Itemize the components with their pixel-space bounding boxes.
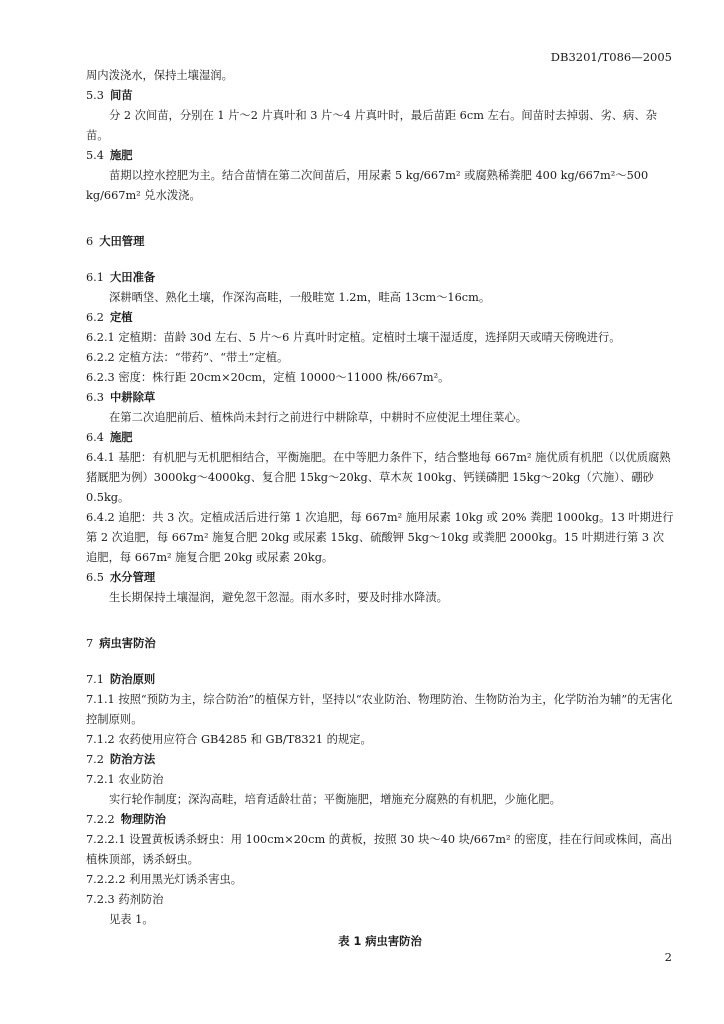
section-heading — [86, 568, 674, 588]
section-title: 防治原则 — [109, 673, 156, 686]
section-heading — [86, 268, 674, 288]
section-title: 水分管理 — [109, 571, 156, 584]
section-number: 6.2 — [86, 311, 104, 324]
section-number: 7.2.2 — [86, 813, 115, 826]
paragraph: 7.2.2.2 利用黑光灯诱杀害虫。 — [86, 873, 243, 886]
paragraph: 苗期以控水控肥为主。结合苗情在第二次间苗后，用尿素 5 kg/667m² 或腐熟稀粪肥 400 kg/667m²～500 kg/667m² 兑水泼浇。 — [86, 169, 649, 202]
section-number: 6.5 — [86, 571, 104, 584]
section-title: 大田准备 — [109, 271, 156, 284]
paragraph: 7.2.1 农业防治 — [86, 773, 164, 786]
section-number: 7 — [86, 637, 94, 650]
paragraph: 6.4.2 追肥：共 3 次。定植成活后进行第 1 次追肥，每 667m² 施用尿素 10kg 或 20% 粪肥 1000kg。13 叶期进行第 2 次追肥，每 667m² 施复合肥 20kg 或尿素 15kg、硫酸钾 5kg～10kg 或粪肥 2000kg。15 叶期进行第 3 次追肥，每 667m² 施复合肥 20kg 或尿素 20kg。 — [86, 511, 674, 564]
section-title: 大田管理 — [99, 235, 145, 248]
section-heading — [86, 428, 674, 448]
section-heading — [86, 750, 674, 770]
section-heading — [86, 146, 674, 166]
section-title: 防治方法 — [109, 753, 156, 766]
section-title: 施肥 — [109, 149, 133, 162]
section-title: 病虫害防治 — [99, 637, 156, 650]
paragraph: 7.2.3 药剂防治 — [86, 893, 164, 906]
document-body — [86, 66, 674, 952]
paragraph: 7.2.2.1 设置黄板诱杀蚜虫：用 100cm×20cm 的黄板，按照 30 块～40 块/667m² 的密度，挂在行间或株间，高出植株顶部，诱杀蚜虫。 — [86, 833, 673, 866]
section-number: 5.4 — [86, 149, 104, 162]
paragraph: 7.1.2 农药使用应符合 GB4285 和 GB/T8321 的规定。 — [86, 733, 372, 746]
section-title: 间苗 — [109, 89, 133, 102]
page-number: 2 — [664, 950, 672, 964]
paragraph: 6.2.1 定植期：苗龄 30d 左右、5 片～6 片真叶时定植。定植时土壤干湿适度，选择阴天或晴天傍晚进行。 — [86, 331, 621, 344]
paragraph: 实行轮作制度；深沟高畦，培育适龄壮苗；平衡施肥，增施充分腐熟的有机肥，少施化肥。 — [109, 793, 561, 806]
section-heading — [86, 86, 674, 106]
section-number: 7.2 — [86, 753, 104, 766]
paragraph: 在第二次追肥前后、植株尚未封行之前进行中耕除草，中耕时不应使泥土埋住菜心。 — [109, 411, 527, 424]
section-title: 中耕除草 — [109, 391, 156, 404]
section-heading — [86, 670, 674, 690]
section-number: 6 — [86, 235, 94, 248]
section-number: 6.1 — [86, 271, 104, 284]
paragraph: 7.1.1 按照“预防为主，综合防治”的植保方针，坚持以“农业防治、物理防治、生物防治为主，化学防治为辅”的无害化控制原则。 — [86, 693, 673, 726]
paragraph: 6.2.2 定植方法：“带药”、“带土”定植。 — [86, 351, 289, 364]
section-heading — [86, 388, 674, 408]
section-number: 5.3 — [86, 89, 104, 102]
section-heading — [86, 308, 674, 328]
section-number: 6.3 — [86, 391, 104, 404]
paragraph: 6.2.3 密度：株行距 20cm×20cm，定植 10000～11000 株/667m²。 — [86, 371, 450, 384]
section-heading — [86, 232, 674, 252]
section-title: 定植 — [109, 311, 133, 324]
paragraph: 分 2 次间苗，分别在 1 片～2 片真叶和 3 片～4 片真叶时，最后苗距 6cm 左右。间苗时去掉弱、劣、病、杂苗。 — [86, 109, 657, 142]
paragraph: 生长期保持土壤湿润，避免忽干忽湿。雨水多时，要及时排水降渍。 — [109, 591, 448, 604]
section-title: 施肥 — [109, 431, 133, 444]
paragraph: 6.4.1 基肥：有机肥与无机肥相结合，平衡施肥。在中等肥力条件下，结合整地每 667m² 施优质有机肥（以优质腐熟猪厩肥为例）3000kg～4000kg、复合肥 15kg～20kg、草木灰 100kg、钙镁磷肥 15kg～20kg（穴施）、硼砂 0.5kg。 — [86, 451, 671, 504]
paragraph: 深耕晒垡、熟化土壤，作深沟高畦，一般畦宽 1.2m，畦高 13cm～16cm。 — [109, 291, 491, 304]
section-heading — [86, 810, 674, 830]
paragraph: 周内泼浇水，保持土壤湿润。 — [86, 69, 233, 82]
section-title: 物理防治 — [120, 813, 166, 826]
paragraph: 见表 1。 — [109, 913, 154, 926]
section-number: 6.4 — [86, 431, 104, 444]
section-heading — [86, 634, 674, 654]
section-number: 7.1 — [86, 673, 104, 686]
table-caption: 表 1 病虫害防治 — [338, 935, 422, 948]
doc-code: DB3201/T086—2005 — [550, 50, 672, 64]
